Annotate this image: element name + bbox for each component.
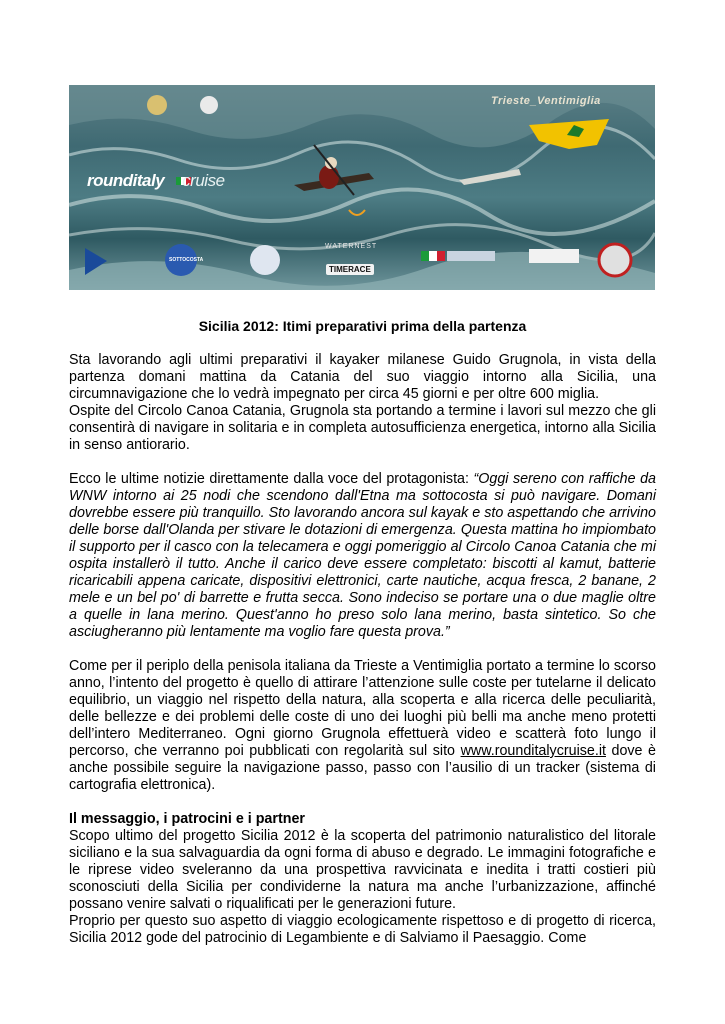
- article-body: [69, 318, 656, 947]
- section-heading: Il messaggio, i patrocini e i partner: [69, 811, 305, 827]
- paragraph: Ospite del Circolo Canoa Catania, Grugnola sta portando a termine i lavori sul mezzo che gli consentirà di navigare in solitaria e in completa autosufficienza energetica, intorno alla Sicilia in senso antiorario.: [69, 403, 656, 453]
- quote-paragraph: [69, 471, 656, 641]
- paragraph: Sta lavorando agli ultimi preparativi il kayaker milanese Guido Grugnola, in vista della partenza domani mattina da Catania del suo viaggio intorno alla Sicilia, una circumnavigazione che lo vedrà impegnato per circa 45 giorni e per oltre 600 miglia.: [69, 352, 656, 402]
- club-logo-icon: [250, 245, 280, 275]
- paragraph: Scopo ultimo del progetto Sicilia 2012 è la scoperta del patrimonio naturalistico del litorale siciliano e la sua salvaguardia da ogni forma di abuso e degrado. Le immagini fotografiche e le riprese video sveleranno da una prospettiva ravvicinata e inedita i tratti costieri più sconosciuti della Sicilia per condividerne la natura ma anche l’urbanizzazione, affinché possano venire salvati o riqualificati per le generazioni future.: [69, 828, 656, 912]
- timerace-label: TIMERACE: [326, 264, 374, 275]
- brand-main: rounditaly: [87, 171, 165, 190]
- quote-text: “Oggi sereno con raffiche da WNW intorno ai 25 nodi che scendono dall'Etna ma sottocosta si può navigare. Domani dovrebbe essere più tranquillo. Sto lavorando ancora sul kayak e sto aspettando che arrivino delle borse dall'Olanda per stivare le dotazioni di emergenza. Questa mattina ho impiombato il supporto per il casco con la telecamera e oggi pomeriggio al Circolo Canoa Catania che mi ospita installerò il tutto. Anche il carico deve essere completato: biscotti al kamut, batterie ricaricabili appena caricate, dispositivi elettronici, carte nautiche, acqua fresca, 2 banane, 2 mele e un bel po' di barrette e frutta secca. Sono indeciso se portare una o due maglie oltre a quelle in lana merino. Quest'anno ho preso solo lana merino, basta sintetico. So che asciugheranno più lentamente ma voglio fare questa prova.”: [69, 471, 656, 640]
- paragraph: [69, 658, 656, 794]
- waternest-label: WATERNEST: [325, 243, 378, 250]
- article-title: Sicilia 2012: Itimi preparativi prima della partenza: [198, 318, 527, 334]
- header-banner-image: [69, 85, 655, 290]
- partner-logo-icon: [529, 249, 579, 263]
- sponsor-logo-icon: [147, 95, 167, 115]
- brand-cruise: cruise: [182, 171, 225, 190]
- brand-logo-text: [87, 171, 225, 191]
- waternest-logo-icon: [349, 210, 365, 215]
- kayaker-figure: [294, 145, 521, 195]
- partner-round-logo-icon: [599, 244, 631, 276]
- paragraph: Proprio per questo suo aspetto di viaggio ecologicamente rispettoso e di progetto di ricerca, Sicilia 2012 gode del patrocinio di Legambiente e di Salviamo il Paesaggio. Come: [69, 913, 656, 946]
- sottocosta-label: SOTTOCOSTA: [169, 257, 204, 263]
- website-link[interactable]: www.rounditalycruise.it: [460, 743, 606, 759]
- sponsor-logo-icon: [200, 96, 218, 114]
- route-label: Trieste_Ventimiglia: [491, 95, 601, 107]
- quote-intro: Ecco le ultime notizie direttamente dalla voce del protagonista:: [69, 471, 474, 487]
- federation-logo-icon: [447, 251, 495, 261]
- paragraph-text: Come per il periplo della penisola italiana da Trieste a Ventimiglia portato a termine lo scorso anno, l’intento del progetto è quello di attirare l’attenzione sulle coste per tutelarne il delicato equilibrio, un viaggio nel rispetto della natura, alla scoperta e alla ricerca delle peculiarità, delle bellezze e dei problemi delle coste di uno dei luoghi più belli ma anche meno protetti dell’intero Mediterraneo. Ogni giorno Grugnola effettuerà video e scatterà foto lungo il percorso, che verranno poi pubblicati con regolarità sul sito: [69, 658, 656, 759]
- paragraph-text: dove è anche possibile seguire la navigazione passo, passo con l’ausilio di un tracker (sistema di cartografia elettronica).: [69, 743, 656, 793]
